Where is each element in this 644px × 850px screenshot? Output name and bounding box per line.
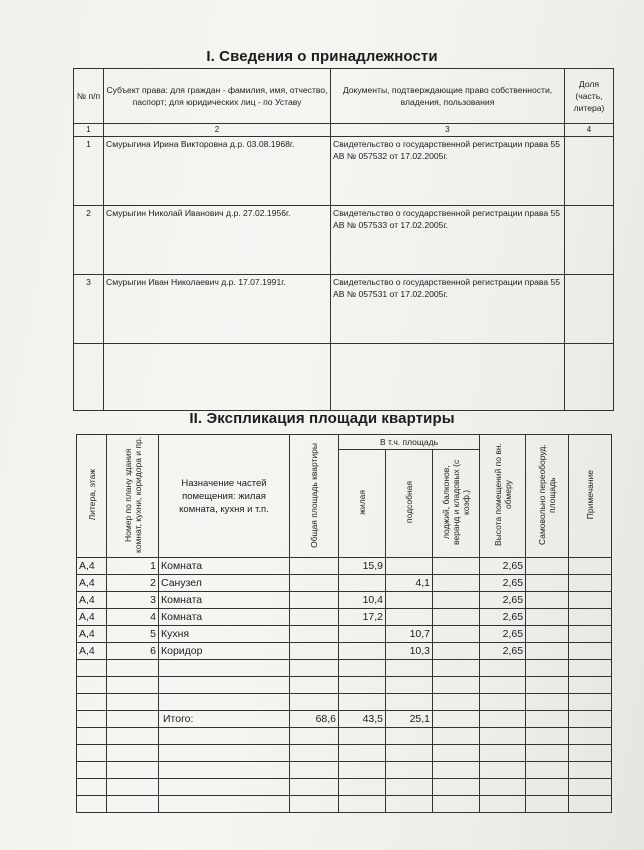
header-living-text: жилая — [357, 489, 367, 515]
empty-cell — [107, 711, 159, 728]
empty-cell — [569, 745, 612, 762]
cell-litera: А,4 — [77, 626, 107, 643]
empty-row — [77, 762, 612, 779]
colnum-2: 2 — [104, 124, 331, 137]
empty-cell — [433, 660, 480, 677]
room-row — [77, 558, 612, 575]
empty-cell — [159, 677, 290, 694]
cell-purpose: Комната — [159, 592, 290, 609]
empty-cell — [480, 762, 526, 779]
empty-cell — [480, 779, 526, 796]
header-total-text: Общая площадь квартиры — [309, 442, 319, 548]
owner-share — [565, 137, 614, 206]
empty-cell — [386, 660, 433, 677]
header-aux — [386, 450, 433, 558]
room-row — [77, 643, 612, 660]
cell-aux — [386, 558, 433, 575]
owner-num: 2 — [74, 206, 104, 275]
total-living: 43,5 — [339, 711, 386, 728]
cell-living — [339, 575, 386, 592]
colnum-1: 1 — [74, 124, 104, 137]
cell-aux: 10,3 — [386, 643, 433, 660]
cell-purpose: Коридор — [159, 643, 290, 660]
empty-cell — [331, 344, 565, 411]
cell-height: 2,65 — [480, 626, 526, 643]
cell-room-no: 5 — [107, 626, 159, 643]
header-litera-text: Литера, этаж — [86, 469, 97, 521]
cell-living: 10,4 — [339, 592, 386, 609]
empty-cell — [339, 677, 386, 694]
colnum-4: 4 — [565, 124, 614, 137]
cell-living: 17,2 — [339, 609, 386, 626]
cell-selfmade — [526, 575, 569, 592]
ownership-row — [74, 137, 614, 206]
room-row — [77, 575, 612, 592]
empty-cell — [386, 796, 433, 813]
empty-cell — [104, 344, 331, 411]
empty-cell — [433, 745, 480, 762]
cell-litera: А,4 — [77, 575, 107, 592]
cell-living — [339, 626, 386, 643]
cell-height: 2,65 — [480, 643, 526, 660]
owner-document: Свидетельство о государственной регистрации права 55 АВ № 057533 от 17.02.2005г. — [331, 206, 565, 275]
cell-living: 15,9 — [339, 558, 386, 575]
header-total — [290, 435, 339, 558]
empty-row — [77, 796, 612, 813]
empty-cell — [480, 796, 526, 813]
header-aux-text: подсобная — [404, 480, 414, 524]
header-living — [339, 450, 386, 558]
empty-cell — [290, 677, 339, 694]
empty-cell — [433, 711, 480, 728]
empty-cell — [107, 762, 159, 779]
empty-cell — [77, 677, 107, 694]
empty-cell — [386, 728, 433, 745]
empty-cell — [290, 779, 339, 796]
cell-loggia — [433, 626, 480, 643]
cell-total — [290, 643, 339, 660]
cell-note — [569, 643, 612, 660]
empty-cell — [433, 762, 480, 779]
empty-cell — [77, 779, 107, 796]
ownership-colnum-row — [74, 124, 614, 137]
colnum-3: 3 — [331, 124, 565, 137]
empty-cell — [339, 728, 386, 745]
cell-purpose: Кухня — [159, 626, 290, 643]
cell-selfmade — [526, 592, 569, 609]
header-note-text: Примечание — [585, 470, 596, 520]
empty-cell — [526, 677, 569, 694]
cell-selfmade — [526, 643, 569, 660]
empty-cell — [386, 779, 433, 796]
cell-height: 2,65 — [480, 592, 526, 609]
total-aux: 25,1 — [386, 711, 433, 728]
empty-cell — [386, 762, 433, 779]
empty-cell — [433, 694, 480, 711]
empty-cell — [290, 728, 339, 745]
cell-total — [290, 575, 339, 592]
empty-cell — [526, 745, 569, 762]
cell-litera: А,4 — [77, 643, 107, 660]
header-loggia — [433, 450, 480, 558]
empty-cell — [569, 762, 612, 779]
cell-room-no: 3 — [107, 592, 159, 609]
empty-cell — [433, 677, 480, 694]
empty-cell — [159, 762, 290, 779]
header-subject: Субъект права: для граждан - фамилия, имя, отчество, паспорт; для юридических лиц - по Уставу — [104, 69, 331, 124]
empty-cell — [290, 694, 339, 711]
cell-note — [569, 592, 612, 609]
room-row — [77, 592, 612, 609]
cell-room-no: 2 — [107, 575, 159, 592]
empty-cell — [107, 796, 159, 813]
explication-header-row — [77, 435, 612, 450]
room-row — [77, 609, 612, 626]
explication-table — [76, 434, 612, 813]
owner-document: Свидетельство о государственной регистрации права 55 АВ № 057531 от 17.02.2005г. — [331, 275, 565, 344]
cell-loggia — [433, 575, 480, 592]
cell-aux: 10,7 — [386, 626, 433, 643]
owner-document: Свидетельство о государственной регистрации права 55 АВ № 057532 от 17.02.2005г. — [331, 137, 565, 206]
cell-note — [569, 558, 612, 575]
empty-cell — [569, 779, 612, 796]
empty-cell — [74, 344, 104, 411]
cell-total — [290, 558, 339, 575]
room-row — [77, 626, 612, 643]
empty-cell — [290, 762, 339, 779]
cell-height: 2,65 — [480, 609, 526, 626]
empty-cell — [480, 745, 526, 762]
cell-room-no: 1 — [107, 558, 159, 575]
empty-cell — [77, 745, 107, 762]
cell-aux — [386, 609, 433, 626]
empty-cell — [339, 694, 386, 711]
empty-cell — [77, 660, 107, 677]
header-selfmade-text: Самовольно переоборуд. площадь — [537, 444, 558, 546]
empty-row — [77, 677, 612, 694]
owner-share — [565, 206, 614, 275]
empty-row — [77, 728, 612, 745]
cell-note — [569, 609, 612, 626]
header-documents: Документы, подтверждающие право собственности, владения, пользования — [331, 69, 565, 124]
owner-subject: Смурыгин Иван Николаевич д.р. 17.07.1991г. — [104, 275, 331, 344]
empty-cell — [159, 728, 290, 745]
owner-num: 1 — [74, 137, 104, 206]
owner-subject: Смурыгин Николай Иванович д.р. 27.02.1956г. — [104, 206, 331, 275]
empty-cell — [107, 779, 159, 796]
empty-cell — [569, 796, 612, 813]
empty-cell — [107, 728, 159, 745]
cell-aux — [386, 592, 433, 609]
empty-cell — [290, 796, 339, 813]
header-incl: В т.ч. площадь — [339, 435, 480, 450]
cell-loggia — [433, 592, 480, 609]
section2-title: II. Экспликация площади квартиры — [189, 410, 455, 427]
ownership-empty-row — [74, 344, 614, 411]
empty-cell — [77, 728, 107, 745]
cell-purpose: Комната — [159, 609, 290, 626]
empty-cell — [480, 728, 526, 745]
header-height — [480, 435, 526, 558]
empty-cell — [107, 745, 159, 762]
total-label: Итого: — [159, 711, 290, 728]
empty-cell — [480, 677, 526, 694]
empty-cell — [339, 796, 386, 813]
cell-litera: А,4 — [77, 592, 107, 609]
empty-cell — [569, 694, 612, 711]
cell-purpose: Комната — [159, 558, 290, 575]
cell-height: 2,65 — [480, 558, 526, 575]
empty-cell — [77, 694, 107, 711]
header-loggia-text: лоджий, балконов, веранд и кладовых (с коэф.) — [441, 459, 472, 545]
empty-cell — [480, 660, 526, 677]
empty-cell — [290, 745, 339, 762]
owner-num: 3 — [74, 275, 104, 344]
empty-cell — [107, 694, 159, 711]
owner-subject: Смурыгина Ирина Викторовна д.р. 03.08.1968г. — [104, 137, 331, 206]
cell-loggia — [433, 609, 480, 626]
empty-cell — [526, 711, 569, 728]
empty-cell — [433, 779, 480, 796]
empty-cell — [480, 711, 526, 728]
empty-cell — [526, 779, 569, 796]
header-num: № п/п — [74, 69, 104, 124]
header-selfmade — [526, 435, 569, 558]
cell-loggia — [433, 558, 480, 575]
cell-aux: 4,1 — [386, 575, 433, 592]
cell-litera: А,4 — [77, 609, 107, 626]
empty-cell — [159, 779, 290, 796]
total-row — [77, 711, 612, 728]
cell-height: 2,65 — [480, 575, 526, 592]
cell-living — [339, 643, 386, 660]
ownership-table — [73, 68, 614, 411]
empty-row — [77, 745, 612, 762]
cell-total — [290, 592, 339, 609]
empty-cell — [526, 728, 569, 745]
empty-cell — [159, 796, 290, 813]
header-room-no-text: Номер по плану здания комнат, кухни, коридора и пр. — [122, 436, 143, 554]
header-room-no — [107, 435, 159, 558]
ownership-row — [74, 275, 614, 344]
cell-total — [290, 626, 339, 643]
header-litera — [77, 435, 107, 558]
empty-cell — [386, 745, 433, 762]
empty-row — [77, 779, 612, 796]
cell-litera: А,4 — [77, 558, 107, 575]
empty-cell — [159, 660, 290, 677]
header-height-text: Высота помещений по вн. обмеру — [492, 443, 513, 547]
empty-row — [77, 694, 612, 711]
empty-cell — [339, 660, 386, 677]
cell-loggia — [433, 643, 480, 660]
section1-title: I. Сведения о принадлежности — [206, 48, 438, 65]
empty-cell — [386, 694, 433, 711]
empty-cell — [569, 711, 612, 728]
empty-cell — [569, 728, 612, 745]
empty-cell — [290, 660, 339, 677]
empty-cell — [107, 660, 159, 677]
empty-cell — [159, 694, 290, 711]
header-note — [569, 435, 612, 558]
owner-share — [565, 275, 614, 344]
empty-cell — [526, 694, 569, 711]
cell-selfmade — [526, 558, 569, 575]
cell-total — [290, 609, 339, 626]
empty-cell — [569, 677, 612, 694]
empty-cell — [569, 660, 612, 677]
empty-cell — [339, 745, 386, 762]
empty-cell — [526, 796, 569, 813]
header-purpose: Назначение частей помещения: жилая комната, кухня и т.п. — [159, 435, 290, 558]
cell-note — [569, 626, 612, 643]
empty-cell — [159, 745, 290, 762]
ownership-header-row — [74, 69, 614, 124]
cell-selfmade — [526, 626, 569, 643]
empty-cell — [433, 728, 480, 745]
empty-row — [77, 660, 612, 677]
header-share: Доля (часть, литера) — [565, 69, 614, 124]
cell-room-no: 4 — [107, 609, 159, 626]
cell-room-no: 6 — [107, 643, 159, 660]
cell-purpose: Санузел — [159, 575, 290, 592]
ownership-row — [74, 206, 614, 275]
cell-selfmade — [526, 609, 569, 626]
empty-cell — [526, 762, 569, 779]
empty-cell — [339, 762, 386, 779]
empty-cell — [386, 677, 433, 694]
empty-cell — [77, 711, 107, 728]
empty-cell — [565, 344, 614, 411]
empty-cell — [339, 779, 386, 796]
empty-cell — [107, 677, 159, 694]
empty-cell — [526, 660, 569, 677]
empty-cell — [480, 694, 526, 711]
empty-cell — [77, 796, 107, 813]
total-area: 68,6 — [290, 711, 339, 728]
cell-note — [569, 575, 612, 592]
empty-cell — [77, 762, 107, 779]
empty-cell — [433, 796, 480, 813]
